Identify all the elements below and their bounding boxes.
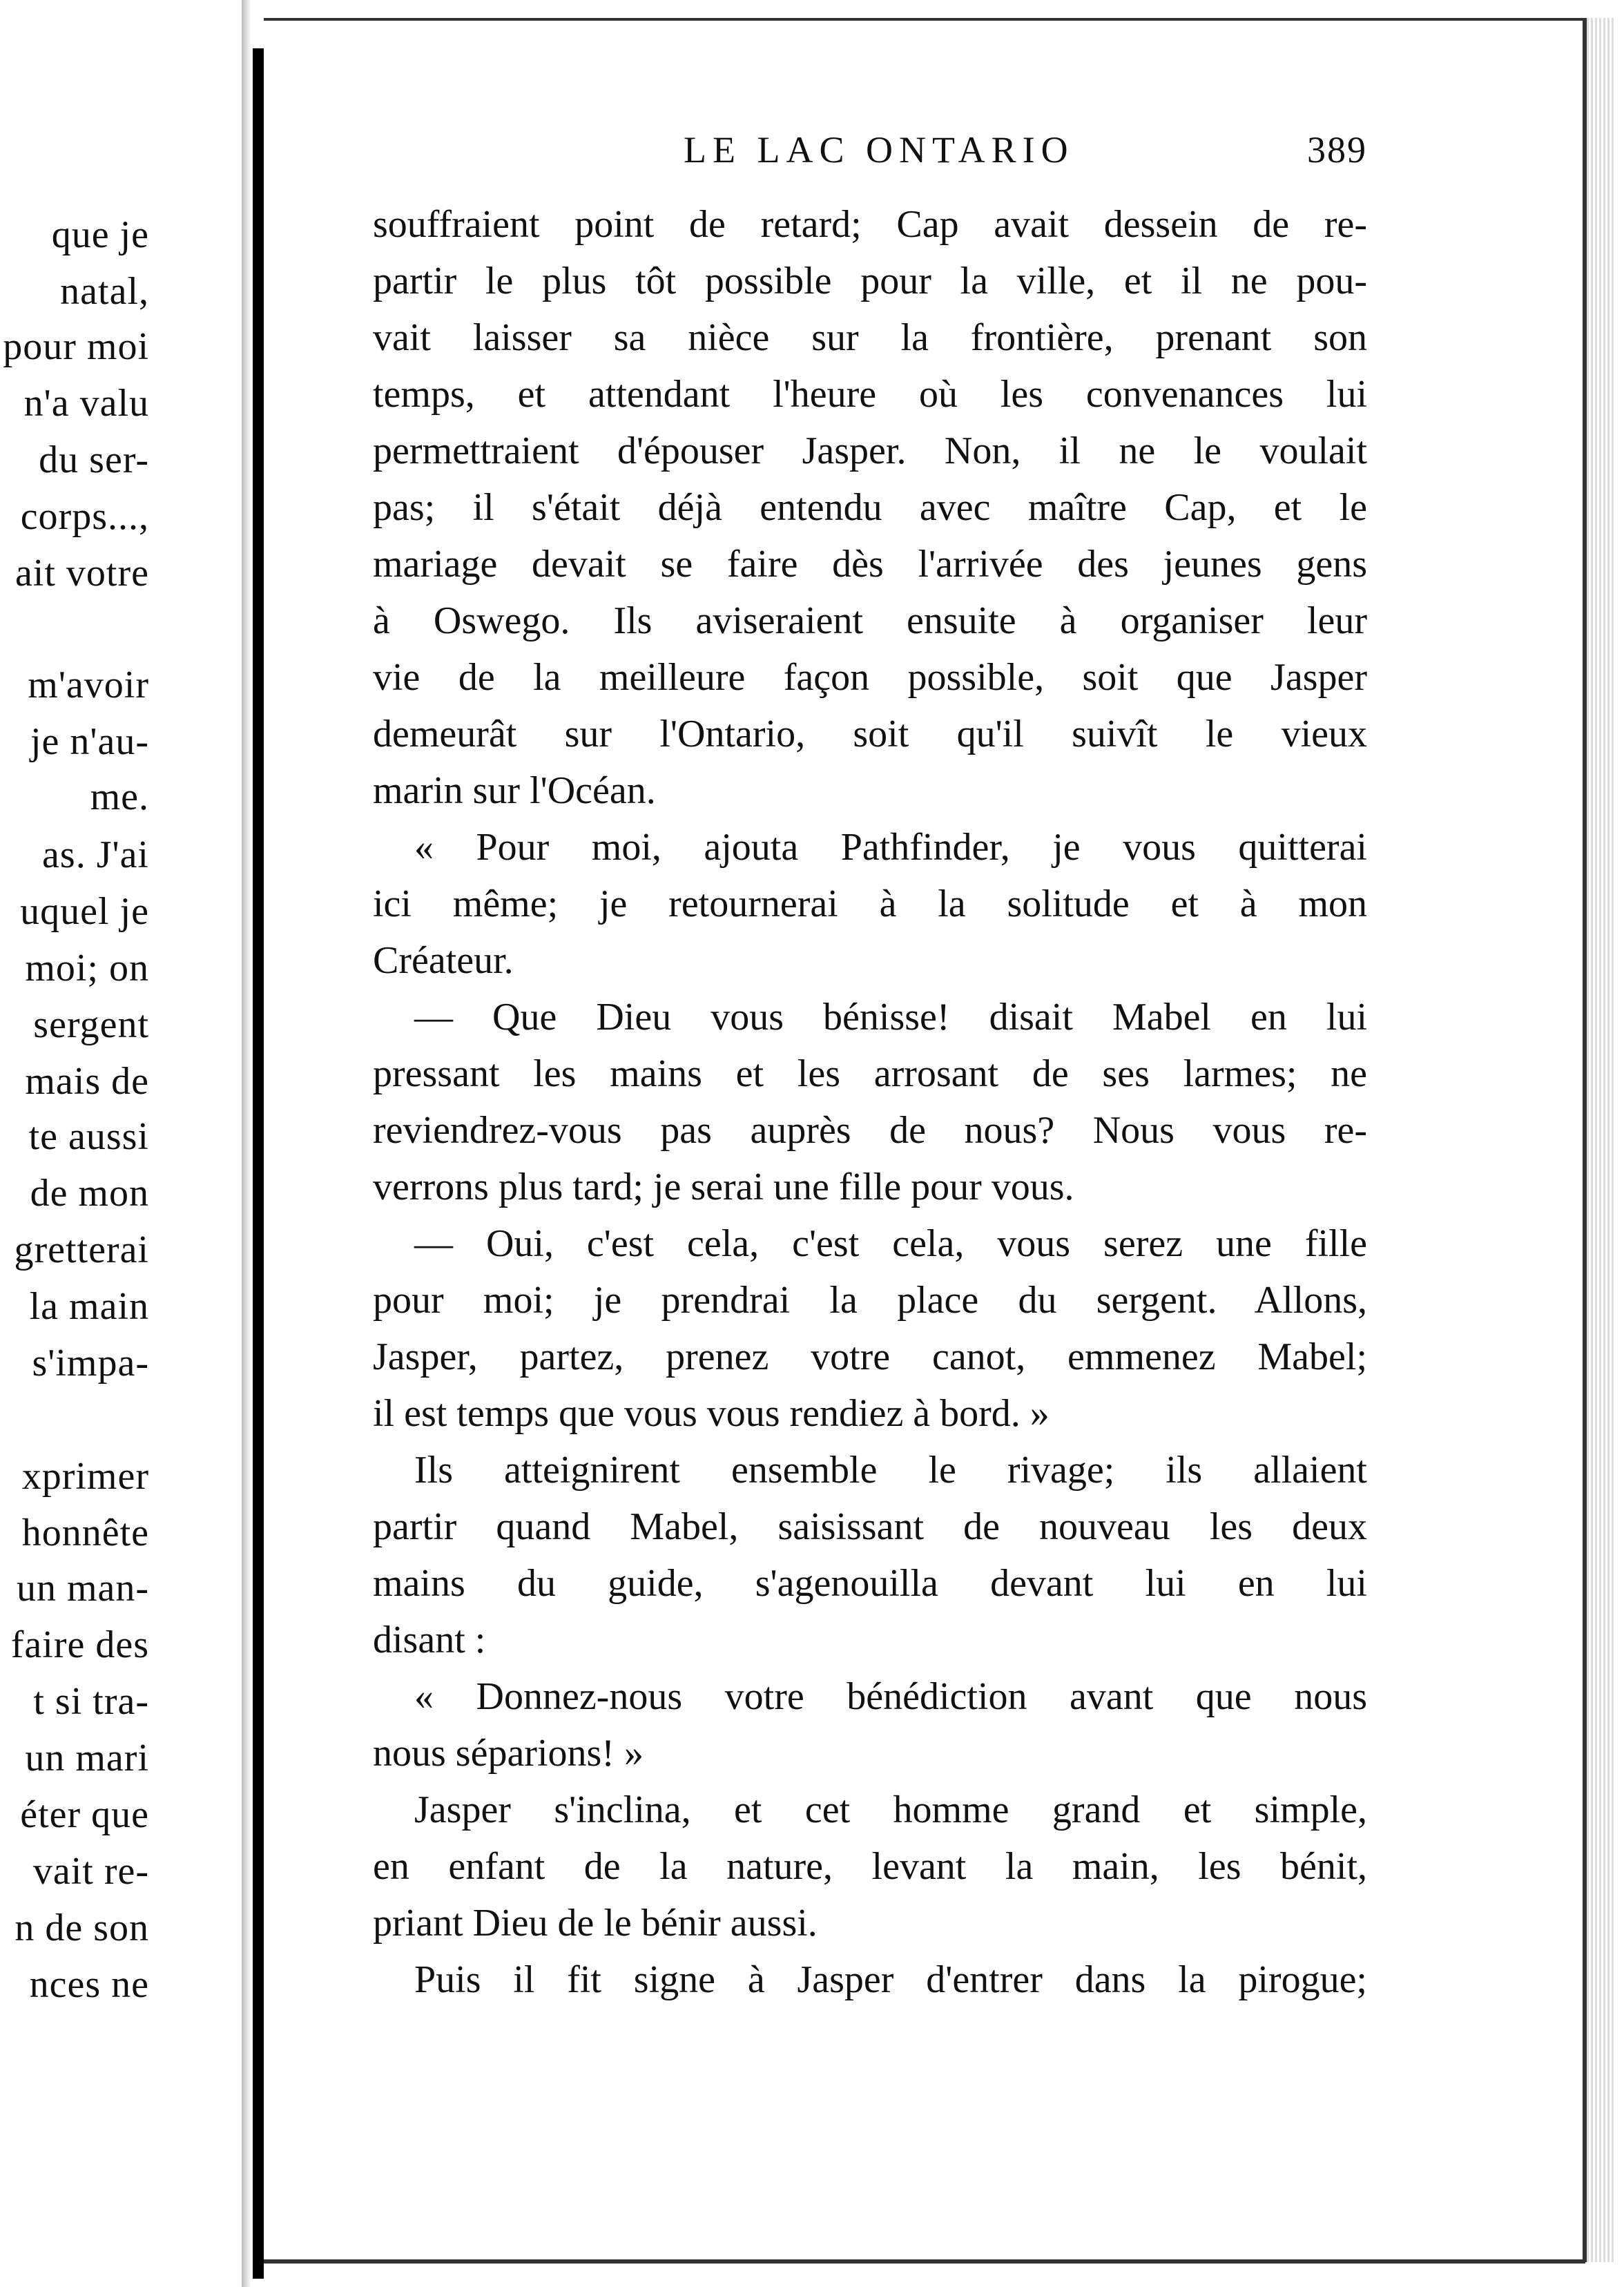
left-page-line: n'a valu [23,382,149,425]
left-page-line: m'avoir [28,664,149,706]
left-page-line: as. J'ai [42,833,149,876]
text-line: Puis il fit signe à Jasper d'entrer dans la pirogue; [414,1958,1367,2001]
left-page-line: uquel je [20,890,149,933]
text-line: reviendrez-vous pas auprès de nous? Nous vous re- [373,1109,1367,1152]
text-line: mains du guide, s'agenouilla devant lui en lui [373,1562,1367,1605]
text-line: souffraient point de retard; Cap avait dessein de re- [373,203,1367,246]
text-line: Jasper s'inclina, et cet homme grand et simple, [414,1788,1367,1831]
left-page-line: je n'au- [30,720,149,763]
page-number: 389 [1307,129,1367,171]
text-line: priant Dieu de le bénir aussi. [373,1902,818,1945]
text-line: permettraient d'épouser Jasper. Non, il ne le voulait [373,430,1367,472]
left-page-line: nces ne [29,1963,149,2006]
left-page-line: un mari [25,1737,149,1779]
text-line: « Donnez-nous votre bénédiction avant que nous [414,1675,1367,1718]
text-line: vait laisser sa nièce sur la frontière, prenant son [373,316,1367,359]
left-page-line: t si tra- [33,1680,149,1723]
left-page-line: me. [90,775,149,818]
left-facing-page [0,0,243,2287]
text-line: — Oui, c'est cela, c'est cela, vous serez une fille [414,1222,1367,1265]
text-line: ici même; je retournerai à la solitude et à mon [373,882,1367,925]
text-line: vie de la meilleure façon possible, soit que Jasper [373,656,1367,699]
running-head [373,128,1367,177]
text-line: mariage devait se faire dès l'arrivée des jeunes gens [373,543,1367,586]
text-line: partir quand Mabel, saisissant de nouveau les deux [373,1505,1367,1548]
book-gutter [253,48,264,2279]
left-page-line: gretterai [14,1228,149,1271]
text-line: pas; il s'était déjà entendu avec maître Cap, et le [373,486,1367,529]
text-line: Ils atteignirent ensemble le rivage; ils allaient [414,1449,1367,1492]
text-line: Jasper, partez, prenez votre canot, emmenez Mabel; [373,1335,1367,1378]
left-page-line: natal, [60,270,149,313]
text-line: verrons plus tard; je serai une fille pour vous. [373,1166,1074,1208]
left-page-line: sergent [33,1003,149,1046]
text-line: en enfant de la nature, levant la main, les bénit, [373,1845,1367,1888]
left-page-line: mais de [25,1060,149,1103]
text-line: demeurât sur l'Ontario, soit qu'il suivît le vieux [373,713,1367,755]
text-line: disant : [373,1619,486,1661]
page-stack-edge [1587,18,1614,2262]
text-line: « Pour moi, ajouta Pathfinder, je vous quitterai [414,826,1367,869]
body-text [373,196,1367,2008]
left-page-line: honnête [21,1512,149,1554]
text-line: temps, et attendant l'heure où les convenances lui [373,373,1367,416]
text-line: il est temps que vous vous rendiez à bord. » [373,1392,1050,1435]
left-page-line: corps..., [20,495,149,538]
text-line: partir le plus tôt possible pour la ville, et il ne pou- [373,260,1367,302]
text-line: à Oswego. Ils aviseraient ensuite à organiser leur [373,599,1367,642]
page-edge-bottom [264,2259,1585,2264]
gutter-shadow [242,0,251,2287]
left-page-line: ait votre [14,552,149,595]
left-page-line: la main [29,1285,149,1328]
left-page-line: de mon [30,1172,149,1215]
left-page-line: vait re- [32,1850,149,1893]
left-page-line: xprimer [21,1455,149,1498]
left-page-line: du ser- [39,438,149,481]
text-line: pressant les mains et les arrosant de ses larmes; ne [373,1052,1367,1095]
left-page-line: un man- [16,1567,149,1610]
text-line: — Que Dieu vous bénisse! disait Mabel en lui [414,996,1367,1039]
left-page-line: s'impa- [32,1342,149,1384]
text-line: marin sur l'Océan. [373,769,656,812]
left-page-line: éter que [20,1793,149,1836]
text-line: Créateur. [373,939,514,982]
running-title: LE LAC ONTARIO [684,129,1074,171]
left-page-line: moi; on [25,947,149,990]
left-page-line: pour moi [3,325,149,368]
left-page-line: faire des [10,1623,149,1666]
left-page-line: te aussi [28,1115,149,1158]
text-line: nous séparions! » [373,1732,644,1775]
text-line: pour moi; je prendrai la place du sergent. Allons, [373,1279,1367,1322]
left-page-line: n de son [14,1907,149,1949]
left-page-line: que je [51,213,149,256]
page-edge-top [264,18,1585,21]
